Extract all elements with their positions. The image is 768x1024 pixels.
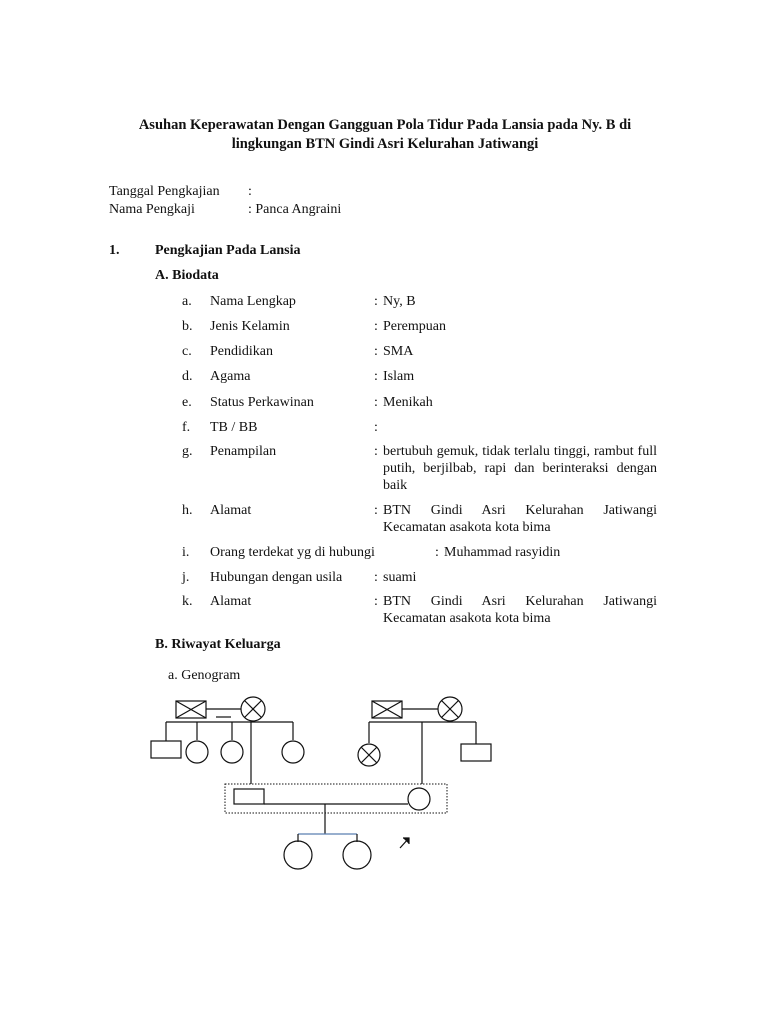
item-label: Jenis Kelamin [210,319,290,334]
item-colon: : [374,395,378,410]
item-letter: f. [182,420,191,435]
section-number: 1. [109,243,120,258]
deceased-female-sibling-symbol [358,744,380,766]
nama-pengkaji-label: Nama Pengkaji [109,202,195,217]
riwayat-heading: B. Riwayat Keluarga [155,637,281,652]
tanggal-colon: : [248,184,252,199]
female-sibling-symbol [186,741,208,763]
item-label: TB / BB [210,420,258,435]
item-letter: k. [182,594,193,609]
item-colon: : [435,545,439,560]
husband-symbol [234,789,264,804]
client-pointer-arrow [400,838,409,848]
item-value: Muhammad rasyidin [444,545,561,560]
item-colon: : [374,420,378,435]
item-letter: d. [182,369,193,384]
deceased-female-grandmother-left [241,697,265,721]
item-letter: a. [182,294,192,309]
item-value: Menikah [383,395,433,410]
item-label: Orang terdekat yg di hubungi [210,545,375,560]
item-letter: e. [182,395,192,410]
item-value: Perempuan [383,319,446,334]
biodata-heading: A. Biodata [155,268,219,283]
item-value: Islam [383,369,415,384]
item-label: Status Perkawinan [210,395,314,410]
tanggal-label: Tanggal Pengkajian [109,184,220,199]
client-symbol [408,788,430,810]
item-label: Agama [210,369,251,384]
item-letter: j. [182,570,190,585]
item-letter: c. [182,344,192,359]
item-colon: : [374,319,378,334]
item-letter: h. [182,503,193,518]
item-value: Ny, B [383,294,416,309]
daughter-symbol [343,841,371,869]
item-label: Alamat [210,594,252,609]
female-sibling-symbol [282,741,304,763]
title-line-2: lingkungan BTN Gindi Asri Kelurahan Jatiwangi [231,136,539,152]
item-value: suami [383,570,417,585]
genogram-label: a. Genogram [168,668,241,683]
item-label: Penampilan [210,444,277,459]
section-heading: Pengkajian Pada Lansia [155,243,301,258]
deceased-female-grandmother-right [438,697,462,721]
deceased-male-grandfather-right [372,701,402,718]
item-value-multiline: bertubuh gemuk, tidak terlalu tinggi, rambut full putih, berjilbab, rapi dan berinteraksi dengan baik [383,444,657,493]
nama-pengkaji-value: : Panca Angraini [248,202,342,217]
item-value-multiline: BTN Gindi Asri Kelurahan Jatiwangi Kecamatan asakota kota bima [383,503,657,535]
item-label: Hubungan dengan usila [210,570,343,585]
male-sibling-symbol [461,744,491,761]
item-colon: : [374,594,378,609]
item-colon: : [374,444,378,459]
item-colon: : [374,503,378,518]
item-letter: i. [182,545,190,560]
item-value-multiline: BTN Gindi Asri Kelurahan Jatiwangi Kecamatan asakota kota bima [383,594,657,626]
title-line-1: Asuhan Keperawatan Dengan Gangguan Pola Tidur Pada Lansia pada Ny. B di [138,117,632,133]
item-colon: : [374,369,378,384]
item-label: Alamat [210,503,252,518]
item-value: SMA [383,344,414,359]
item-label: Pendidikan [210,344,273,359]
female-sibling-symbol [221,741,243,763]
item-colon: : [374,294,378,309]
item-letter: g. [182,444,193,459]
daughter-symbol [284,841,312,869]
item-colon: : [374,344,378,359]
item-letter: b. [182,319,193,334]
item-colon: : [374,570,378,585]
male-sibling-symbol [151,741,181,758]
item-label: Nama Lengkap [210,294,296,309]
deceased-male-grandfather-left [176,701,206,718]
